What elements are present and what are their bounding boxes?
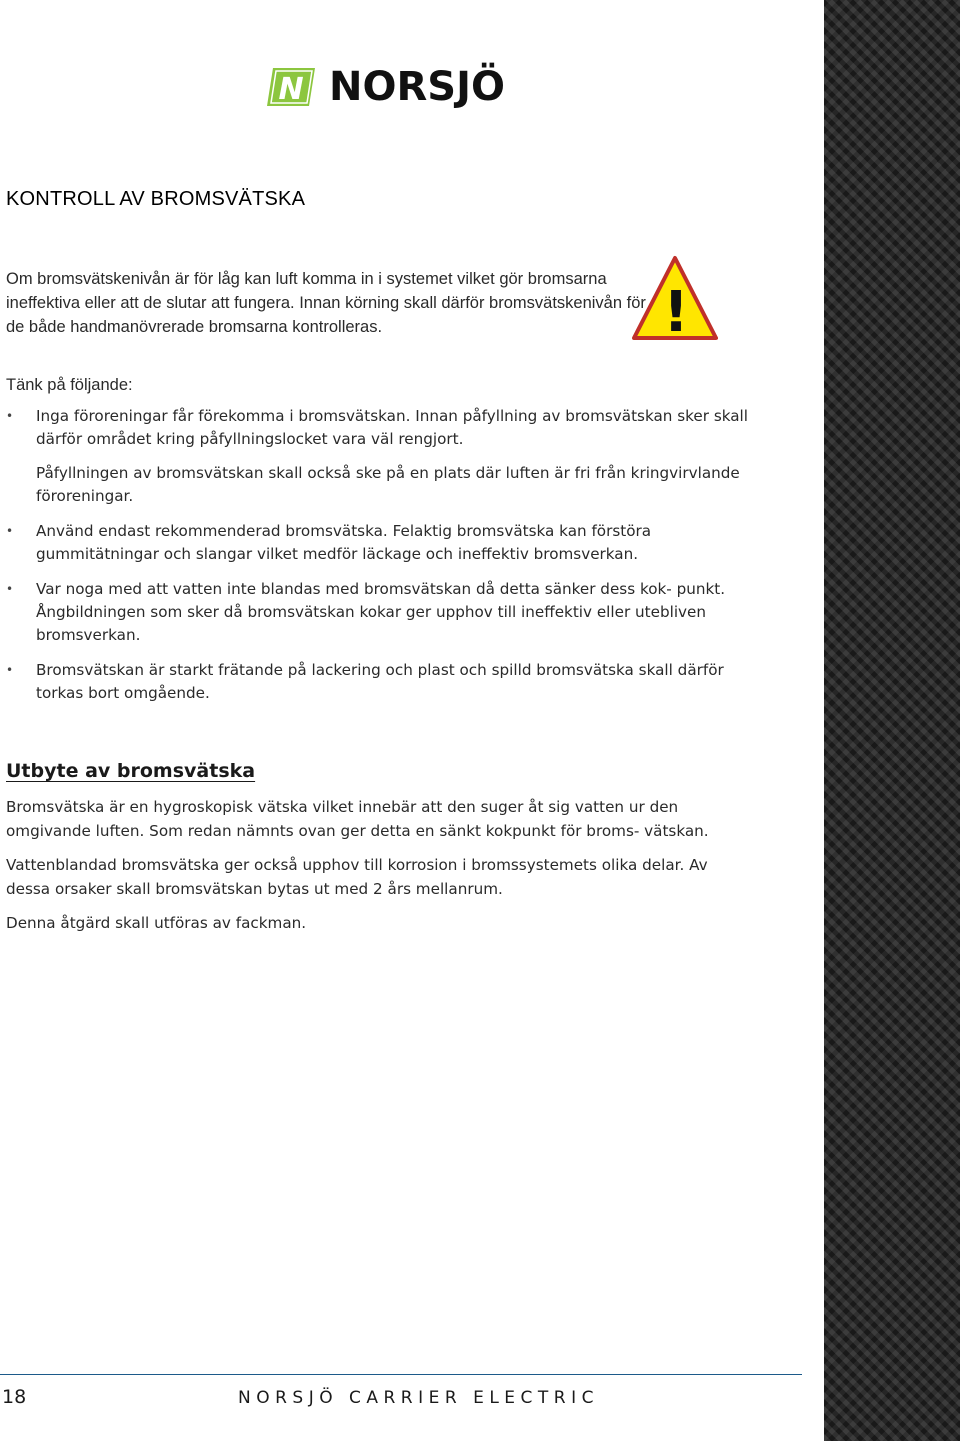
body-paragraph: Denna åtgärd skall utföras av fackman.: [6, 914, 307, 932]
intro-paragraph: Om bromsvätskenivån är för låg kan luft komma in i systemet vilket gör bromsarna ineffektiva eller att de slutar att fungera. Innan körning skall därför bromsvätskenivån för de både handmanövrerade bromsarna kontrolleras.: [6, 270, 646, 336]
consider-label: Tänk på följande:: [6, 376, 133, 394]
section-subheading: Utbyte av bromsvätska: [6, 760, 256, 782]
footer-divider: [0, 1374, 802, 1375]
body-paragraph: Vattenblandad bromsvätska ger också upphov till korrosion i bromssystemets olika delar. Av dessa orsaker skall bromsvätskan bytas ut med 2 års mellanrum.: [6, 856, 708, 898]
carbon-fiber-side-strip: [824, 0, 960, 1441]
precaution-list: [0, 405, 760, 705]
list-item-text: Inga föroreningar får förekomma i bromsvätskan. Innan påfyllning av bromsvätskan sker skall därför området kring påfyllningslocket vara väl rengjort.: [36, 407, 748, 448]
footer-title: NORSJÖ CARRIER ELECTRIC: [238, 1388, 599, 1408]
logo-mark-letter: N: [278, 72, 304, 106]
list-item: [0, 578, 760, 647]
list-item-text: Använd endast rekommenderad bromsvätska. Felaktig bromsvätska kan förstöra gummitätningar och slangar vilket medför läckage och ineffektiv bromsverkan.: [36, 522, 652, 563]
list-item-text: Påfyllningen av bromsvätskan skall också ske på en plats där luften är fri från kringvirvlande föroreningar.: [36, 464, 740, 505]
bullet-icon: •: [6, 409, 14, 423]
bullet-icon: •: [6, 582, 14, 596]
bullet-icon: •: [6, 524, 14, 538]
list-item-text: Bromsvätskan är starkt frätande på lackering och plast och spilld bromsvätska skall därför torkas bort omgående.: [36, 661, 724, 702]
list-item-text: Var noga med att vatten inte blandas med bromsvätskan då detta sänker dess kok- punkt. Ångbildningen som sker då bromsvätskan kokar ger upphov till ineffektiv eller utebliven bromsverkan.: [36, 580, 726, 644]
norsjo-logo-mark-icon: [267, 68, 315, 106]
warning-exclamation: !: [663, 280, 689, 341]
list-item: [0, 405, 760, 508]
page-heading: KONTROLL AV BROMSVÄTSKA: [6, 188, 306, 210]
warning-triangle-icon: [632, 255, 718, 341]
bullet-icon: •: [6, 663, 14, 677]
list-item: [0, 659, 760, 705]
logo-brand-text: NORSJÖ: [329, 64, 505, 110]
body-paragraph: Bromsvätska är en hygroskopisk vätska vilket innebär att den suger åt sig vatten ur den omgivande luften. Som redan nämnts ovan ger detta en sänkt kokpunkt för broms- vätskan.: [6, 798, 709, 840]
norsjo-logo: [267, 64, 505, 110]
page-number: 18: [2, 1386, 27, 1408]
section-body: [6, 795, 746, 945]
list-item: [0, 520, 760, 566]
